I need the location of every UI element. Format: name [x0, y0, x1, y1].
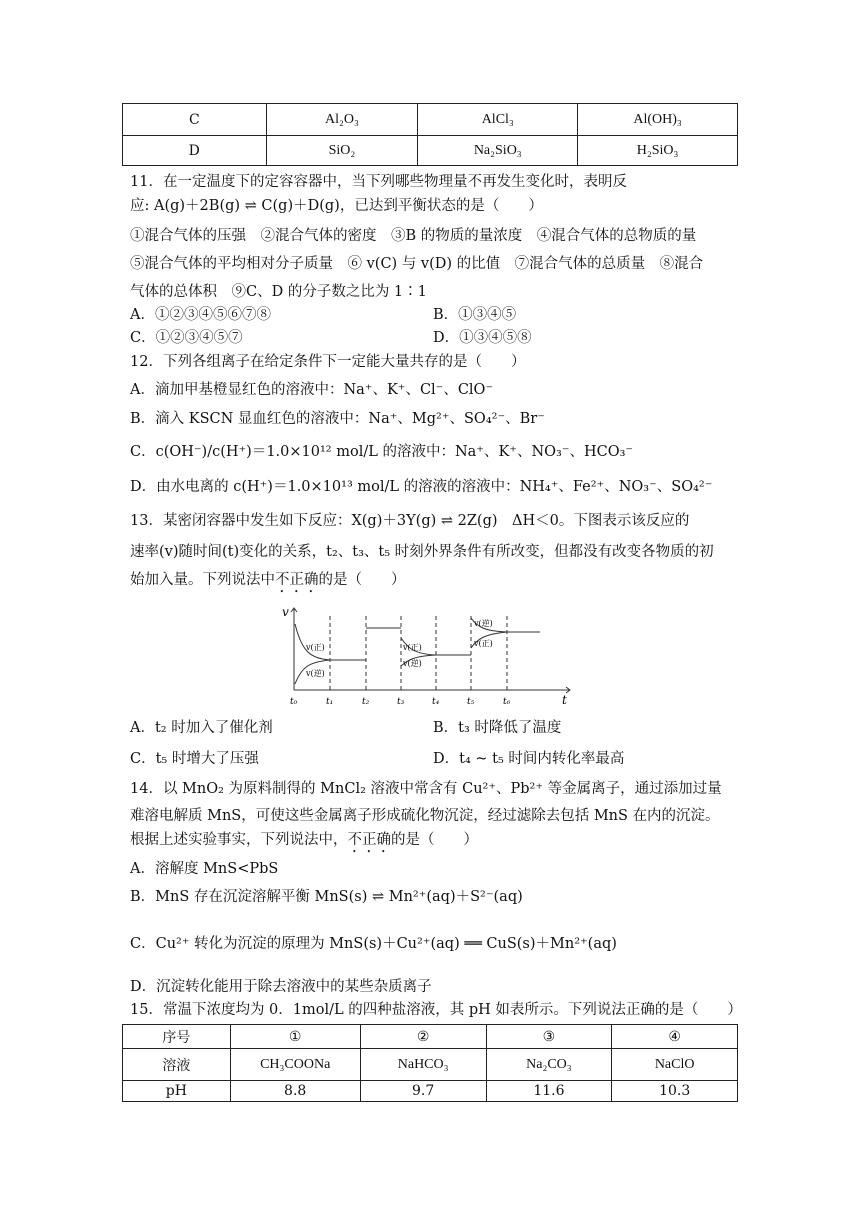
q14-option-a: A．溶解度 MnS<PbS: [130, 861, 279, 877]
table-cell: Al₂O₃: [266, 104, 418, 136]
table-cell: 10.3: [612, 1081, 738, 1102]
tick-label: t₄: [432, 697, 440, 707]
table-header: ①: [230, 1025, 360, 1049]
table-header: 序号: [123, 1025, 231, 1049]
table-header: ④: [612, 1025, 738, 1049]
tick-label: t₂: [362, 697, 370, 707]
q13-line2: 速率(v)随时间(t)变化的关系，t₂、t₃、t₅ 时刻外界条件有所改变，但都没有改变各物质的初: [130, 544, 714, 560]
table-cell: 8.8: [230, 1081, 360, 1102]
tick-label: t₆: [503, 697, 511, 707]
tick-label: t₃: [397, 697, 405, 707]
table-cell: 9.7: [360, 1081, 486, 1102]
table-cell: AlCl₃: [418, 104, 578, 136]
table-cell: NaHCO₃: [360, 1049, 486, 1081]
table-header: ②: [360, 1025, 486, 1049]
table-cell: Na₂CO₃: [486, 1049, 612, 1081]
table-cell: H₂SiO₃: [578, 136, 738, 166]
q11-line3: ①混合气体的压强 ②混合气体的密度 ③B 的物质的量浓度 ④混合气体的总物质的量: [130, 228, 697, 244]
q12-option-c: C．c(OH⁻)/c(H⁺)＝1.0×10¹² mol/L 的溶液中：Na⁺、K⁺、NO₃⁻、HCO₃⁻: [130, 444, 634, 460]
q12-option-a: A．滴加甲基橙显红色的溶液中：Na⁺、K⁺、Cl⁻、ClO⁻: [130, 382, 494, 398]
q11-option-b: B．①③④⑤: [433, 307, 517, 323]
q11-option-d: D．①③④⑤⑧: [433, 330, 532, 346]
q12-stem: 12．下列各组离子在给定条件下一定能大量共存的是（ ）: [130, 354, 526, 370]
table-cell: CH₃COONa: [230, 1049, 360, 1081]
reverse-rate-label: v(逆): [474, 619, 493, 628]
q11-line1: 11．在一定温度下的定容容器中，当下列哪些物理量不再发生变化时，表明反: [130, 174, 627, 190]
tick-label: t₀: [290, 697, 298, 707]
table-cell: SiO₂: [266, 136, 418, 166]
table-cell: Al(OH)₃: [578, 104, 738, 136]
forward-rate-label: v(正): [474, 639, 493, 648]
q11-line2: 应: A(g)＋2B(g) ⇌ C(g)＋D(g)，已达到平衡状态的是（ ）: [130, 198, 543, 214]
table-cell: NaClO: [612, 1049, 738, 1081]
table-cell: pH: [123, 1081, 231, 1102]
q12-option-b: B．滴入 KSCN 显血红色的溶液中：Na⁺、Mg²⁺、SO₄²⁻、Br⁻: [130, 411, 545, 427]
q13-option-c: C．t₅ 时增大了压强: [130, 751, 259, 767]
reverse-rate-label: v(逆): [306, 669, 325, 678]
top-table: [122, 103, 738, 166]
q15-stem: 15．常温下浓度均为 0．1mol/L 的四种盐溶液，其 pH 如表所示。下列说法正确的是（ ）: [130, 1002, 742, 1018]
reverse-rate-label: v(逆): [403, 659, 422, 668]
table-cell: D: [123, 136, 267, 166]
q13-line1: 13．某密闭容器中发生如下反应：X(g)＋3Y(g) ⇌ 2Z(g) ΔH＜0。下图表示该反应的: [130, 513, 690, 529]
q14-line1: 14．以 MnO₂ 为原料制得的 MnCl₂ 溶液中常含有 Cu²⁺、Pb²⁺ 等金属离子，通过添加过量: [130, 781, 722, 797]
q11-option-c: C．①②③④⑤⑦: [130, 330, 243, 346]
q14-line2: 难溶电解质 MnS，可使这些金属离子形成硫化物沉淀，经过滤除去包括 MnS 在内的沉淀。: [130, 808, 720, 824]
q14-option-c: C．Cu²⁺ 转化为沉淀的原理为 MnS(s)＋Cu²⁺(aq) ══ CuS(s)＋Mn²⁺(aq): [130, 936, 617, 952]
q13-option-d: D．t₄ ~ t₅ 时间内转化率最高: [433, 751, 625, 767]
q13-line3: 始加入量。下列说法中不正确的是（ ）: [130, 572, 406, 588]
q13-option-b: B．t₃ 时降低了温度: [433, 720, 562, 736]
table-cell: 11.6: [486, 1081, 612, 1102]
q11-line5: 气体的总体积 ⑨C、D 的分子数之比为 1∶1: [130, 284, 427, 300]
q11-option-a: A．①②③④⑤⑥⑦⑧: [130, 307, 271, 323]
forward-rate-label: v(正): [306, 643, 325, 652]
tick-label: t₁: [326, 697, 334, 707]
table-cell: C: [123, 104, 267, 136]
q13-option-a: A．t₂ 时加入了催化剂: [130, 720, 273, 736]
rate-time-graph: [280, 604, 580, 710]
x-axis-label: t: [562, 693, 567, 707]
forward-rate-label: v(正): [403, 643, 422, 652]
emphasis-not-correct: 不正确: [347, 832, 391, 848]
q14-option-b: B．MnS 存在沉淀溶解平衡 MnS(s) ⇌ Mn²⁺(aq)＋S²⁻(aq): [130, 889, 523, 905]
q11-line4: ⑤混合气体的平均相对分子质量 ⑥ v(C) 与 v(D) 的比值 ⑦混合气体的总质量 ⑧混合: [130, 256, 704, 272]
ph-table: [122, 1024, 738, 1102]
emphasis-not-correct: 不正确: [275, 572, 319, 588]
y-axis-label: v: [282, 605, 289, 619]
tick-label: t₅: [467, 697, 475, 707]
q12-option-d: D．由水电离的 c(H⁺)＝1.0×10¹³ mol/L 的溶液的溶液中：NH₄⁺、Fe²⁺、NO₃⁻、SO₄²⁻: [130, 479, 713, 495]
table-cell: 溶液: [123, 1049, 231, 1081]
q14-option-d: D．沉淀转化能用于除去溶液中的某些杂质离子: [130, 979, 432, 995]
q14-line3: 根据上述实验事实，下列说法中，不正确的是（ ）: [130, 832, 478, 848]
table-cell: Na₂SiO₃: [418, 136, 578, 166]
table-header: ③: [486, 1025, 612, 1049]
